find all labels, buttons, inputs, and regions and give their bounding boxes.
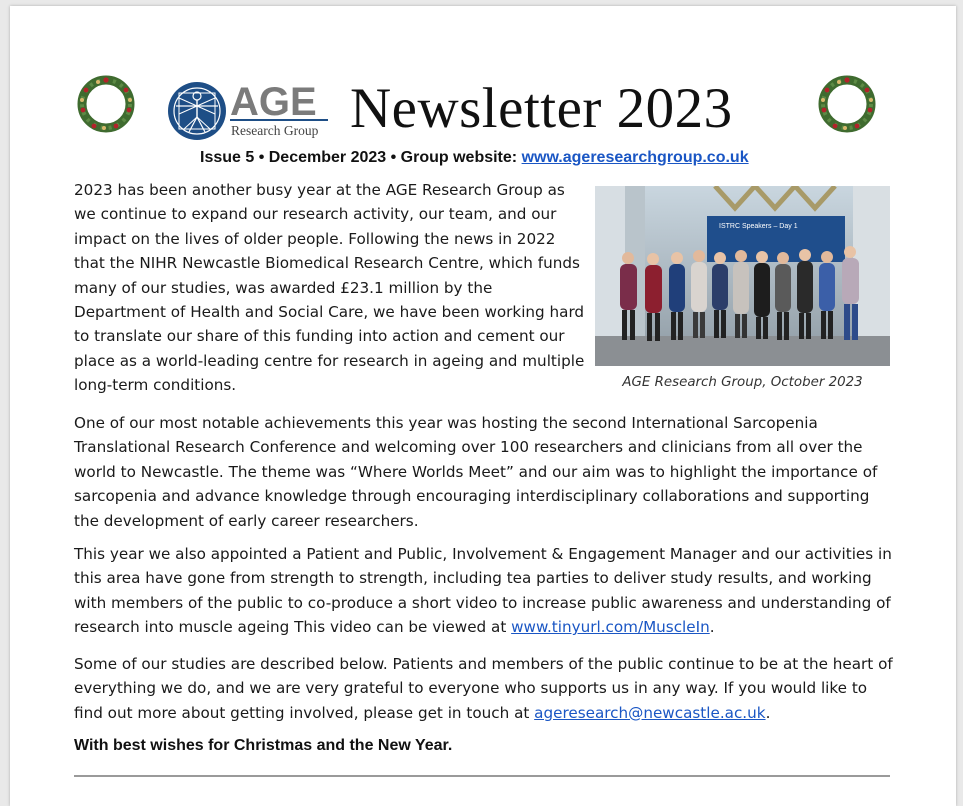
intro-paragraph: 2023 has been another busy year at the AGE Research Group as we continue to expand our research activity, our team, and our impact on the lives of older people. Following the news in 2022 that the NIHR Newcastle Biomedical Research Centre, which funds many of our studies, was awarded £23.1 million by the Department of Health and Social Care, we have been working hard to translate our share of this funding into action and cement our place as a world-leading centre for research in ageing and multiple long-term conditions. [74,181,585,395]
vitruvian-man-icon [168,82,226,140]
issue-line [200,149,749,167]
screen-text: ISTRC Speakers – Day 1 [719,223,798,230]
section-divider [74,775,890,777]
issue-text: Issue 5 • December 2023 • Group website: [200,149,522,166]
people-group [620,246,859,341]
paragraph-studies-text: Some of our studies are described below. Patients and members of the public continue to be at the heart of everything we do, and we are very grateful to everyone who supports us in any way. If you would like to find out more about getting involved, please get in touch at [74,655,893,722]
logo-wordmark: AGE [230,80,317,124]
email-link[interactable]: ageresearch@newcastle.ac.uk [534,703,766,722]
page-title: Newsletter 2023 [350,77,733,140]
newsletter-page [10,6,956,806]
paragraph-studies-end: . [765,703,771,722]
age-research-group-logo [167,79,332,143]
logo-subtext: Research Group [231,123,319,138]
christmas-wreath-icon [815,72,879,136]
christmas-wreath-icon [74,72,138,136]
paragraph-ppie-text: This year we also appointed a Patient and Public, Involvement & Engagement Manager and our activities in this area have gone from strength to strength, including tea parties to deliver study results, and working with members of the public to co-produce a short video to increase public awareness and understanding of research into muscle ageing This video can be viewed at [74,545,892,637]
video-link[interactable]: www.tinyurl.com/MuscleIn [511,618,710,637]
group-photo-illustration [595,186,890,366]
paragraph-ppie [74,542,894,640]
website-link[interactable]: www.ageresearchgroup.co.uk [521,149,749,166]
paragraph-ppie-end: . [709,618,715,637]
closing-wishes: With best wishes for Christmas and the New Year. [74,737,453,754]
paragraph-conference: One of our most notable achievements this year was hosting the second International Sarcopenia Translational Research Conference and welcoming over 100 researchers and clinicians from all over the world to Newcastle. The theme was “Where Worlds Meet” and our aim was to highlight the importance of sarcopenia and advance knowledge through encouraging interdisciplinary collaborations and supporting the development of early career researchers. [74,414,878,530]
photo-caption: AGE Research Group, October 2023 [622,375,863,390]
paragraph-studies [74,652,894,725]
group-photo [595,186,890,366]
